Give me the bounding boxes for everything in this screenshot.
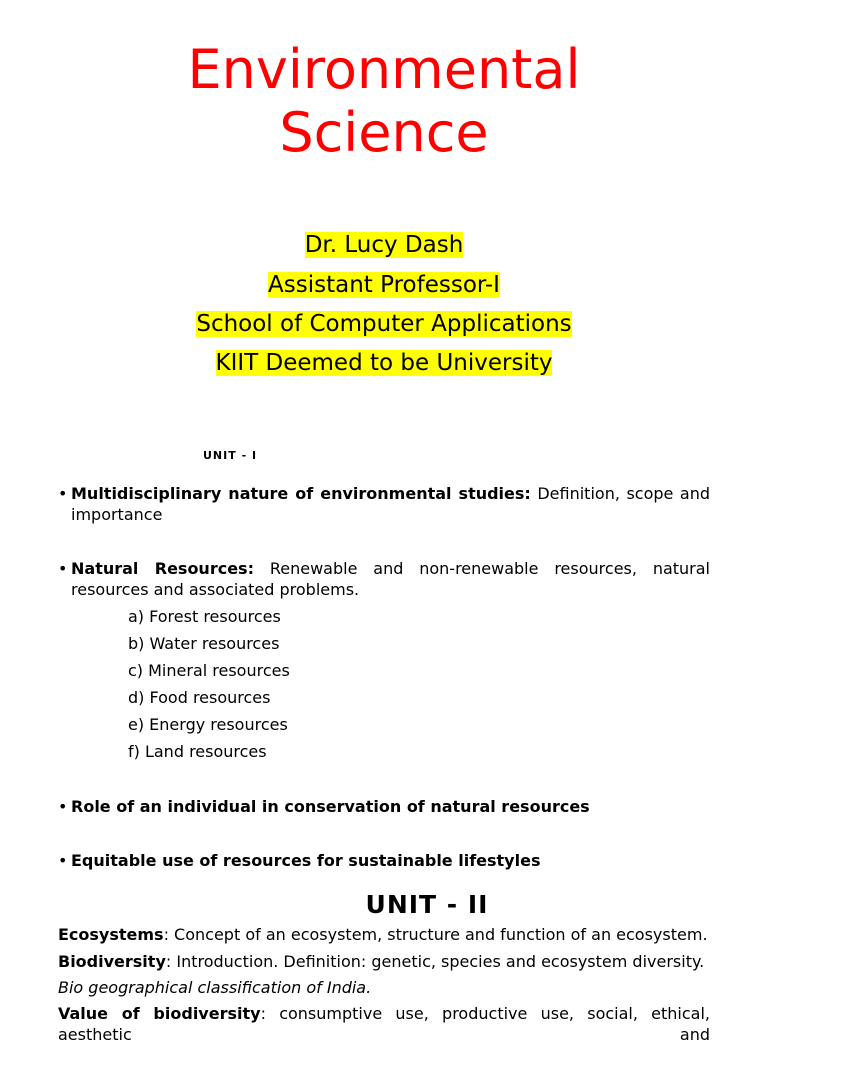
author-position: Assistant Professor-I xyxy=(268,272,500,298)
bullet-dot-icon: • xyxy=(58,797,68,816)
bullet-item: • Multidisciplinary nature of environmental studies: Definition, scope and importance xyxy=(58,484,711,524)
author-university: KIIT Deemed to be University xyxy=(215,350,553,376)
unit-2-heading: UNIT - II xyxy=(365,890,489,919)
title-line-2: Science xyxy=(279,101,489,164)
author-name: Dr. Lucy Dash xyxy=(304,232,464,258)
unit-2-line: Ecosystems: Concept of an ecosystem, structure and function of an ecosystem. xyxy=(58,925,708,944)
sub-item: d) Food resources xyxy=(128,688,271,707)
sub-item: c) Mineral resources xyxy=(128,661,290,680)
bullet-item: • Equitable use of resources for sustainable lifestyles xyxy=(58,851,541,870)
unit-2-slide xyxy=(0,868,768,1044)
sub-item: f) Land resources xyxy=(128,742,267,761)
author-school: School of Computer Applications xyxy=(196,311,572,337)
unit-1-slide xyxy=(0,420,768,868)
unit-2-line: Bio geographical classification of India. xyxy=(58,978,372,997)
sub-item: b) Water resources xyxy=(128,634,280,653)
bullet-dot-icon: • xyxy=(58,484,68,503)
bullet-dot-icon: • xyxy=(58,851,68,870)
sub-item: e) Energy resources xyxy=(128,715,288,734)
title-line-1: Environmental xyxy=(187,38,581,101)
bullet-item: • Role of an individual in conservation of natural resources xyxy=(58,797,590,816)
bullet-item: • Natural Resources: Renewable and non-renewable resources, natural resources and associated problems. xyxy=(58,559,711,599)
bullet-dot-icon: • xyxy=(58,559,68,578)
sub-item: a) Forest resources xyxy=(128,607,281,626)
unit-2-line: Value of biodiversity: consumptive use, productive use, social, ethical, aesthetic and xyxy=(58,1004,711,1044)
unit-1-label: UNIT - I xyxy=(203,449,258,462)
cover-slide xyxy=(0,0,768,420)
unit-2-line: Biodiversity: Introduction. Definition: genetic, species and ecosystem diversity. xyxy=(58,952,705,971)
